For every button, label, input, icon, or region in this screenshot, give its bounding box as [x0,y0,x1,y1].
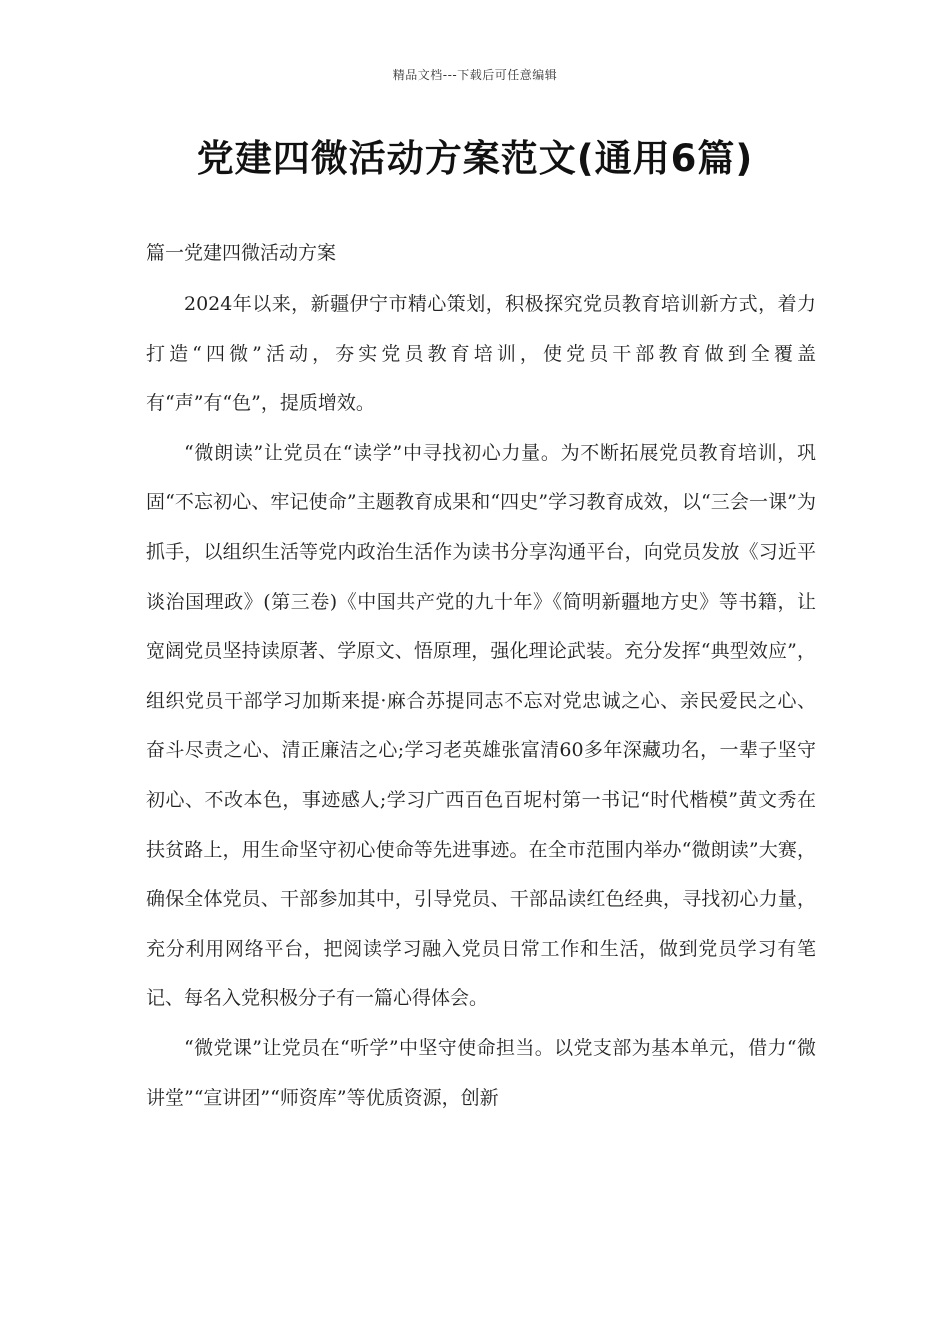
paragraph-intro: 2024年以来，新疆伊宁市精心策划，积极探究党员教育培训新方式，着力打造“四微”活动，夯实党员教育培训，使党员干部教育做到全覆盖有“声”有“色”，提质增效。 [146,293,816,415]
document-body [146,280,816,1123]
document-title: 党建四微活动方案范文(通用6篇) [196,137,754,180]
page-header-watermark: 精品文档---下载后可任意编辑 [392,68,558,82]
paragraph-micro-reading: “微朗读”让党员在“读学”中寻找初心力量。为不断拓展党员教育培训，巩固“不忘初心、牢记使命”主题教育成果和“四史”学习教育成效，以“三会一课”为抓手，以组织生活等党内政治生活作为读书分享沟通平台，向党员发放《习近平谈治国理政》(第三卷)《中国共产党的九十年》《简明新疆地方史》等书籍，让宽阔党员坚持读原著、学原文、悟原理，强化理论武装。充分发挥“典型效应”，组织党员干部学习加斯来提·麻合苏提同志不忘对党忠诚之心、亲民爱民之心、奋斗尽责之心、清正廉洁之心;学习老英雄张富清60多年深藏功名，一辈子坚守初心、不改本色，事迹感人;学习广西百色百坭村第一书记“时代楷模”黄文秀在扶贫路上，用生命坚守初心使命等先进事迹。在全市范围内举办“微朗读”大赛，确保全体党员、干部参加其中，引导党员、干部品读红色经典，寻找初心力量，充分利用网络平台，把阅读学习融入党员日常工作和生活，做到党员学习有笔记、每名入党积极分子有一篇心得体会。 [146,441,816,1010]
paragraph-micro-lesson: “微党课”让党员在“听学”中坚守使命担当。以党支部为基本单元，借力“微讲堂”“宣讲团”“师资库”等优质资源，创新 [146,1036,816,1109]
section-heading: 篇一党建四微活动方案 [146,242,337,264]
